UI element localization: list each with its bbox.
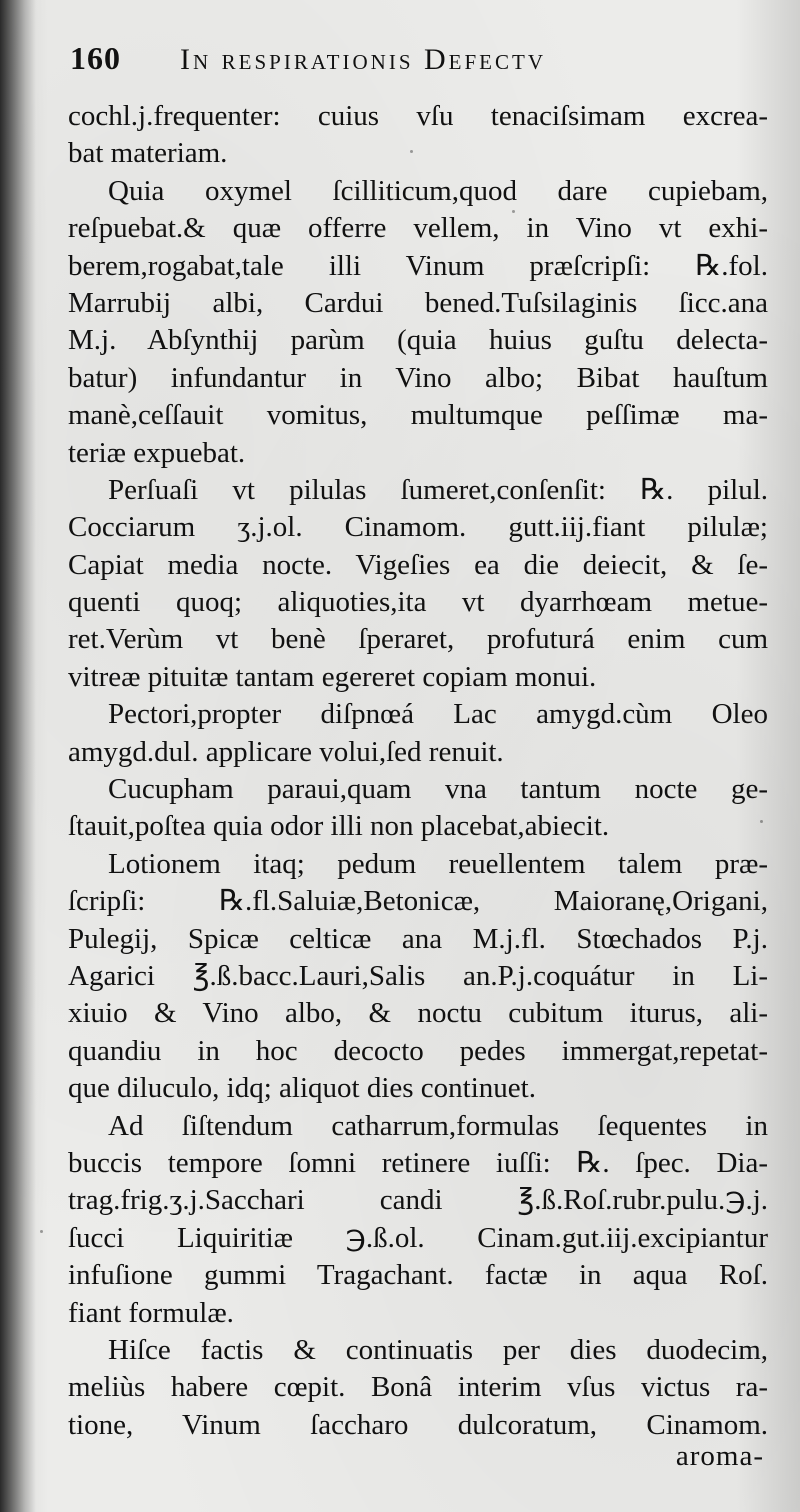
text-line: ret.Verùm vt benè ſperaret, profuturá enim cum xyxy=(68,623,768,656)
text-line: tione, Vinum ſaccharo dulcoratum, Cinamom. xyxy=(68,1408,768,1441)
text-line: M.j. Abſynthij parùm (quia huius guſtu delecta- xyxy=(68,324,768,357)
text-line: Cucupham paraui,quam vna tantum nocte ge- xyxy=(108,773,768,806)
text-line: que diluculo, idq; aliquot dies continuet. xyxy=(68,1072,536,1105)
text-line: ſtauit,poſtea quia odor illi non placebat,abiecit. xyxy=(68,810,610,843)
text-line: Quia oxymel ſcilliticum,quod dare cupiebam, xyxy=(108,174,768,207)
text-line: bat materiam. xyxy=(68,137,228,170)
ink-speck xyxy=(410,150,413,153)
text-line: Hiſce factis & continuatis per dies duodecim, xyxy=(108,1333,768,1366)
text-line: ſucci Liquiritiæ ℈.ß.ol. Cinam.gut.iij.excipiantur xyxy=(68,1221,768,1254)
text-line: Pectori,propter diſpnœá Lac amygd.cùm Oleo xyxy=(108,698,768,731)
text-line: buccis tempore ſomni retinere iuſſi: ℞. ſpec. Dia- xyxy=(68,1146,768,1179)
text-line: teriæ expuebat. xyxy=(68,436,246,469)
text-line: Lotionem itaq; pedum reuellentem talem præ- xyxy=(108,847,768,880)
text-line: xiuio & Vino albo, & noctu cubitum iturus, ali- xyxy=(68,997,768,1030)
text-line: Pulegij, Spicæ celticæ ana M.j.fl. Stœchados P.j. xyxy=(68,922,768,955)
page-header xyxy=(70,40,770,100)
text-line: trag.frig.ʒ.j.Sacchari candi ℥.ß.Roſ.rubr.pulu.℈.j. xyxy=(68,1184,768,1217)
text-line: Perſuaſi vt pilulas ſumeret,conſenſit: ℞. pilul. xyxy=(108,473,768,506)
text-line: amygd.dul. applicare volui,ſed renuit. xyxy=(68,735,504,768)
page-number: 160 xyxy=(70,40,121,76)
text-line: Agarici ℥.ß.bacc.Lauri,Salis an.P.j.coquátur in Li- xyxy=(68,959,768,992)
text-line: berem,rogabat,tale illi Vinum præſcripſi: ℞.fol. xyxy=(68,249,768,282)
text-line: batur) infundantur in Vino albo; Bibat hauſtum xyxy=(68,361,768,394)
text-line: infuſione gummi Tragachant. factæ in aqua Roſ. xyxy=(68,1259,768,1292)
body-text xyxy=(68,98,768,1444)
text-line: vitreæ pituitæ tantam egereret copiam monui. xyxy=(68,660,597,693)
text-line: reſpuebat.& quæ offerre vellem, in Vino vt exhi- xyxy=(68,212,768,245)
text-line: Cocciarum ʒ.j.ol. Cinamom. gutt.iij.fiant pilulæ; xyxy=(68,511,768,544)
text-line: cochl.j.frequenter: cuius vſu tenaciſsimam excrea- xyxy=(68,100,768,132)
ink-speck xyxy=(512,210,515,213)
text-line: ſcripſi: ℞.fl.Saluiæ,Betonicæ, Maioranę,Origani, xyxy=(68,885,768,918)
ink-speck xyxy=(40,1230,43,1233)
ink-speck xyxy=(760,820,763,823)
running-title: In respirationis Defectv xyxy=(180,43,547,76)
text-line: manè,ceſſauit vomitus, multumque peſſimæ ma- xyxy=(68,399,768,432)
text-line: quandiu in hoc decocto pedes immergat,repetat- xyxy=(68,1034,768,1067)
catchword: aroma- xyxy=(675,1440,764,1472)
binding-shadow xyxy=(0,0,36,1512)
text-line: Ad ſiſtendum catharrum,formulas ſequentes in xyxy=(108,1109,768,1142)
text-line: quenti quoq; aliquoties,ita vt dyarrhœam metue- xyxy=(68,586,768,619)
text-line: meliùs habere cœpit. Bonâ interim vſus victus ra- xyxy=(68,1371,768,1404)
text-line: Capiat media nocte. Vigeſies ea die deiecit, & ſe- xyxy=(68,548,768,581)
text-line: Marrubij albi, Cardui bened.Tuſsilaginis ſicc.ana xyxy=(68,286,768,319)
text-line: fiant formulæ. xyxy=(68,1296,234,1329)
